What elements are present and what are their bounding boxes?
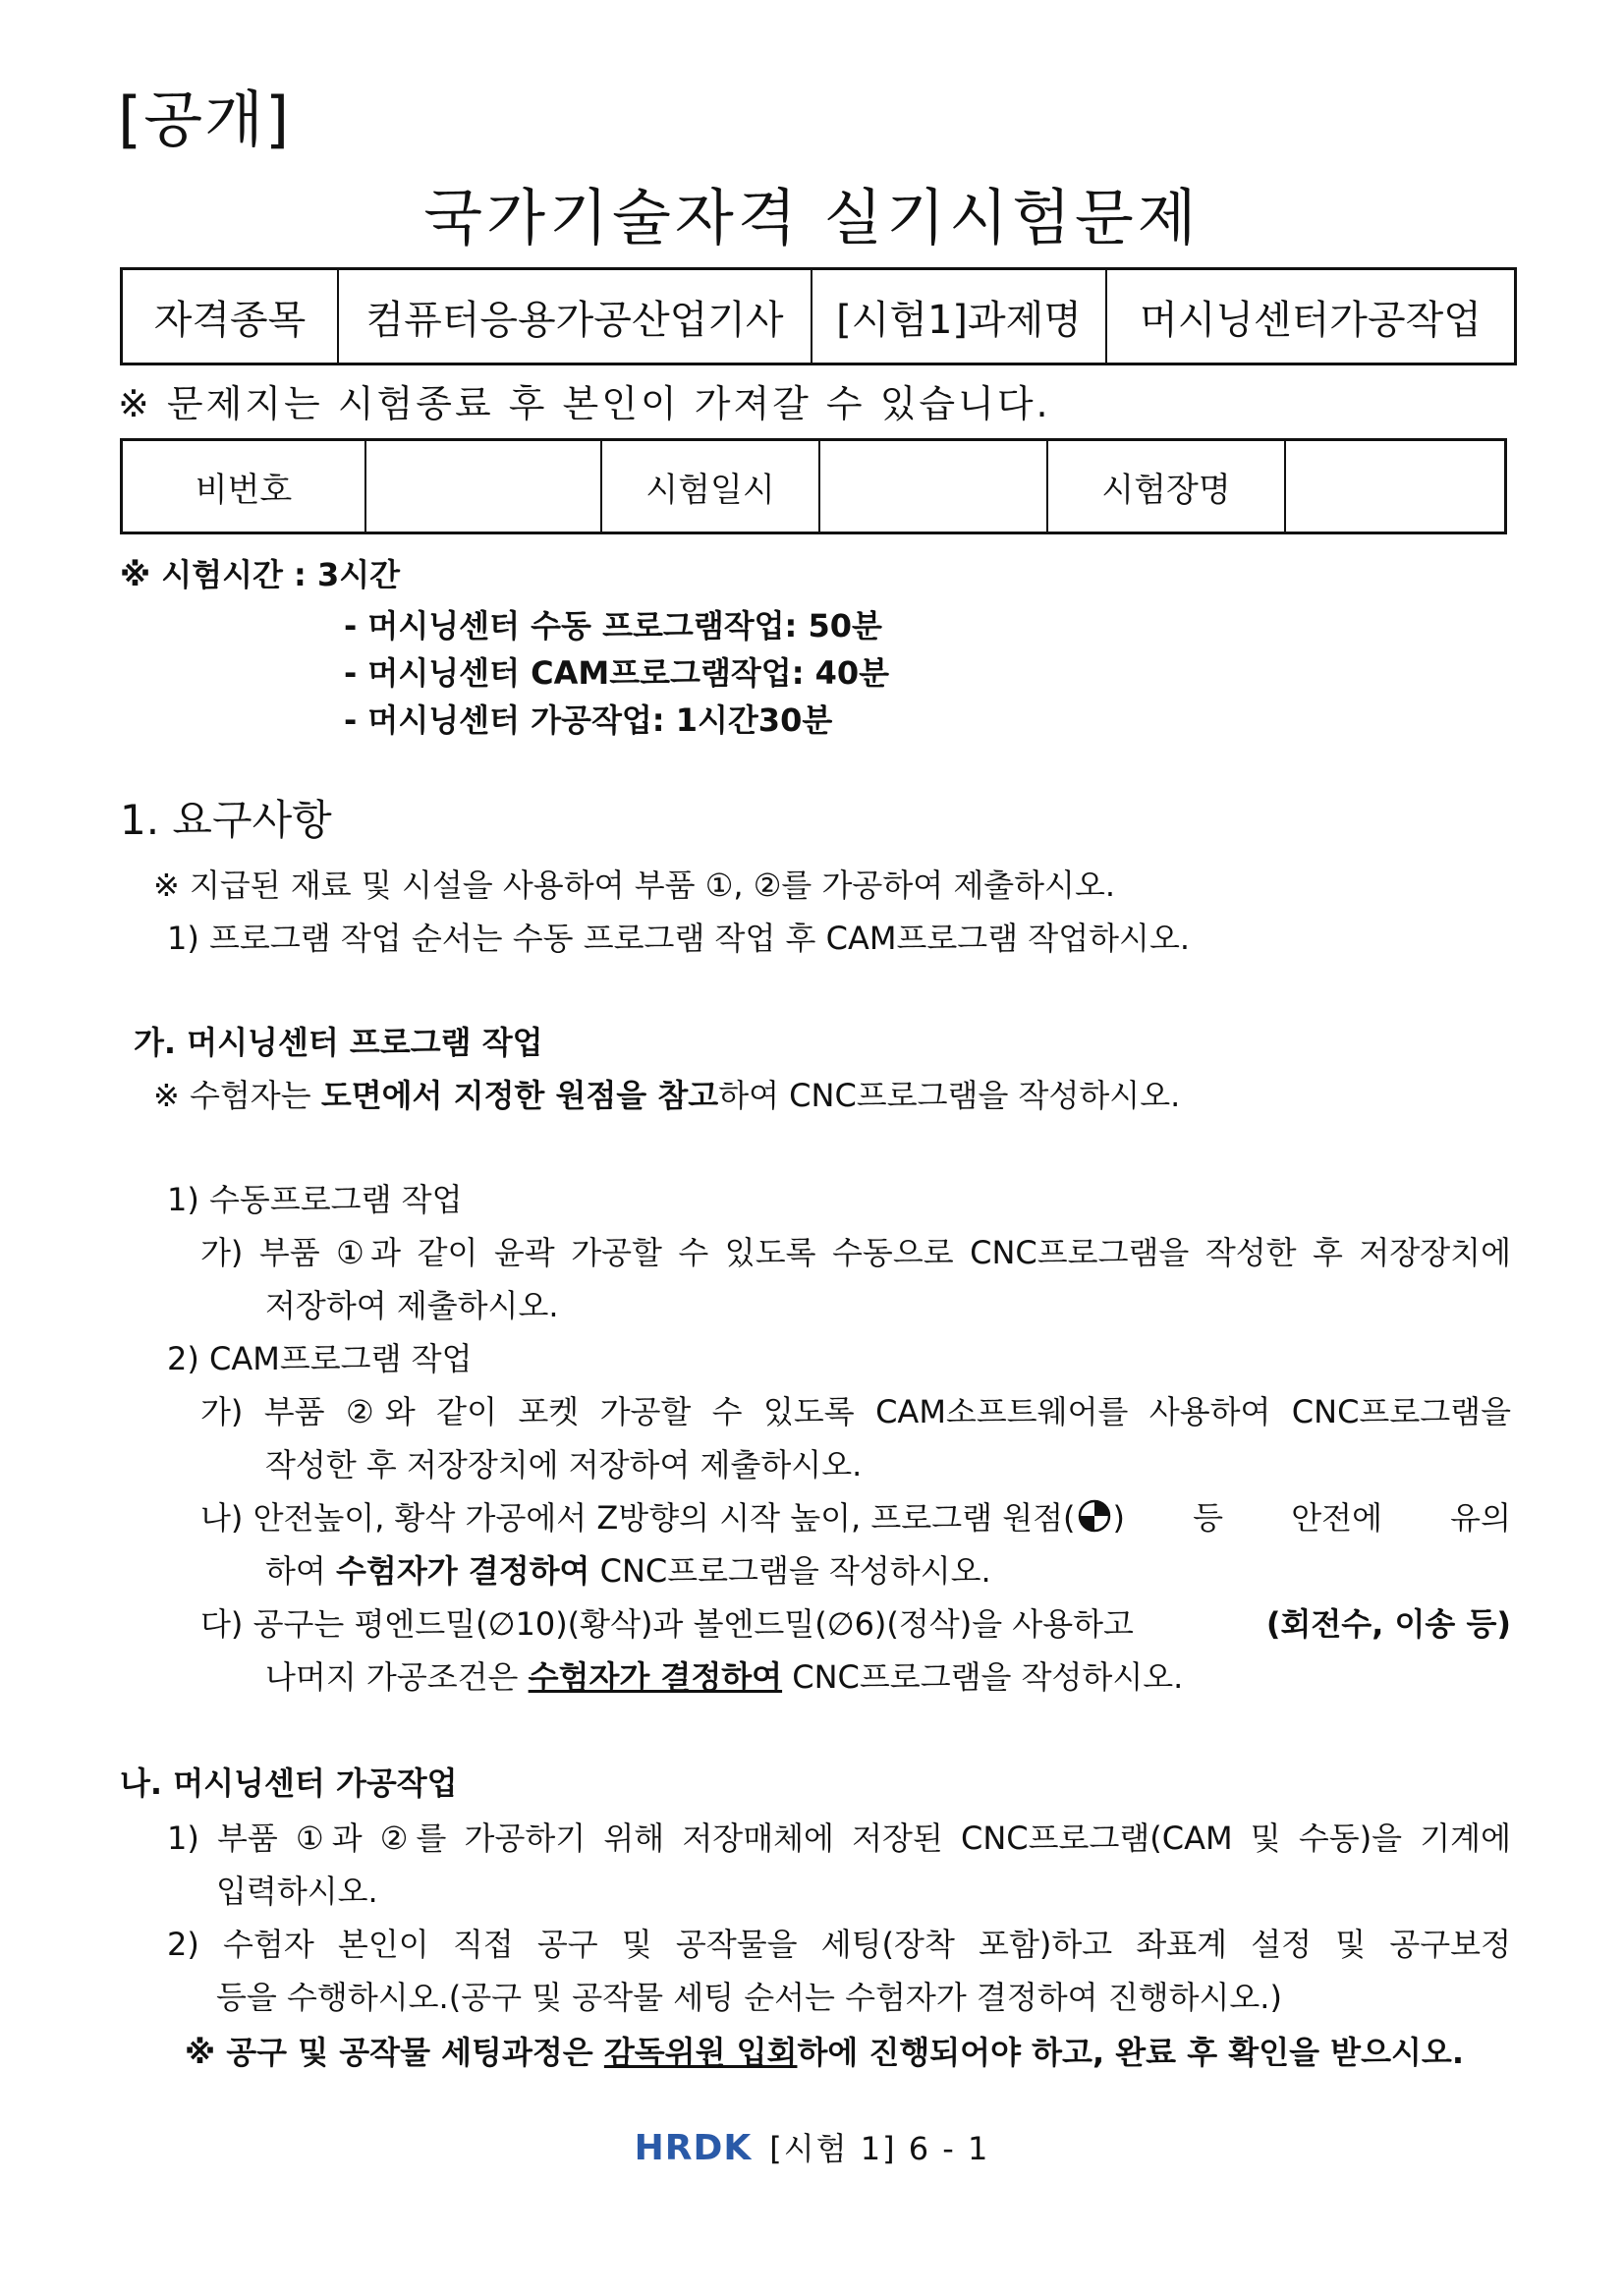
cam-item-b-line2-bold: 수험자가 결정하여 — [336, 1552, 590, 1590]
requirement-note: ※ 지급된 재료 및 시설을 사용하여 부품 ①, ②를 가공하여 제출하시오. — [153, 867, 1116, 904]
id-cell — [1284, 441, 1504, 532]
info-cell: [시험1]과제명 — [811, 270, 1105, 363]
info-cell: 컴퓨터응용가공산업기사 — [337, 270, 811, 363]
page-number: [시험 1] 6 - 1 — [769, 2130, 990, 2167]
id-cell: 시험일시 — [600, 441, 818, 532]
id-cell — [818, 441, 1046, 532]
setting-note-underline: 감독위원 입회 — [603, 2034, 798, 2071]
cam-item-c-line2-bold: 수험자가 결정하여 — [528, 1658, 783, 1696]
exam-time-item: - 머시닝센터 가공작업: 1시간30분 — [344, 701, 833, 739]
setting-note — [185, 2028, 1464, 2073]
id-cell: 비번호 — [195, 470, 293, 510]
manual-item-a-line1: 가) 부품 ①과 같이 윤곽 가공할 수 있도록 수동으로 CNC프로그램을 작성한 후 저장장치에 — [200, 1234, 1511, 1271]
manual-program-heading: 1) 수동프로그램 작업 — [167, 1181, 463, 1218]
origin-note — [153, 1071, 1180, 1116]
machining-item2-line1: 2) 수험자 본인이 직접 공구 및 공작물을 세팅(장착 포함)하고 좌표계 설정 및 공구보정 — [167, 1926, 1511, 1963]
cam-item-c-line2-post: CNC프로그램을 작성하시오. — [782, 1658, 1184, 1696]
exam-id-table — [120, 438, 1507, 534]
id-cell — [364, 441, 600, 532]
cam-item-a-line1: 가) 부품 ②와 같이 포켓 가공할 수 있도록 CAM소프트웨어를 사용하여 CNC프로그램을 — [200, 1393, 1511, 1430]
requirement-item: 1) 프로그램 작업 순서는 수동 프로그램 작업 후 CAM프로그램 작업하시오. — [167, 920, 1191, 957]
exam-time-item: - 머시닝센터 CAM프로그램작업: 40분 — [344, 654, 890, 692]
id-cell: 시험장명 — [1046, 441, 1284, 532]
exam-time-label: ※ 시험시간 : 3시간 — [120, 556, 401, 593]
subsection-heading: 나. 머시닝센터 가공작업 — [120, 1764, 458, 1802]
cam-item-c-pre: 다) 공구는 평엔드밀(∅10)(황삭)과 볼엔드밀(∅6)(정삭)을 사용하고 — [200, 1605, 1134, 1643]
origin-note-pre: ※ 수험자는 — [153, 1077, 321, 1114]
page-footer — [0, 2124, 1624, 2169]
cam-item-b-line1 — [200, 1493, 1511, 1539]
cam-item-c-line2 — [265, 1652, 1183, 1698]
notice-text: ※ 문제지는 시험종료 후 본인이 가져갈 수 있습니다. — [118, 382, 1051, 425]
cam-item-b-pre: 나) 안전높이, 황삭 가공에서 Z방향의 시작 높이, 프로그램 원점( — [200, 1499, 1076, 1537]
subsection-heading: 가. 머시닝센터 프로그램 작업 — [134, 1024, 543, 1061]
exam-time-item: - 머시닝센터 수동 프로그램작업: 50분 — [344, 607, 882, 644]
cam-item-b-post: ) 등 안전에 유의 — [1112, 1499, 1511, 1537]
machining-item1-line1: 1) 부품 ①과 ②를 가공하기 위해 저장매체에 저장된 CNC프로그램(CAM 및 수동)을 기계에 — [167, 1820, 1511, 1857]
program-origin-icon — [1078, 1499, 1111, 1533]
manual-item-a-line2: 저장하여 제출하시오. — [265, 1287, 559, 1324]
cam-item-c-bold: (회전수, 이송 등) — [1265, 1605, 1511, 1643]
setting-note-pre: ※ 공구 및 공작물 세팅과정은 — [185, 2034, 604, 2071]
info-cell: 머시닝센터가공작업 — [1105, 270, 1514, 363]
origin-note-bold: 도면에서 지정한 원점을 참고 — [320, 1077, 719, 1114]
qualification-info-table — [120, 267, 1517, 365]
machining-item2-line2: 등을 수행하시오.(공구 및 공작물 세팅 순서는 수험자가 결정하여 진행하시오.) — [216, 1979, 1282, 2016]
hrdk-logo: HRDK — [634, 2128, 753, 2168]
section-heading: 1. 요구사항 — [120, 796, 332, 844]
cam-item-c-line2-pre: 나머지 가공조건은 — [265, 1658, 529, 1696]
page-title: 국가기술자격 실기시험문제 — [423, 182, 1201, 253]
origin-note-post: 하여 CNC프로그램을 작성하시오. — [718, 1077, 1181, 1114]
cam-item-b-line2-post: CNC프로그램을 작성하시오. — [589, 1552, 991, 1590]
cam-item-c-line1 — [200, 1599, 1511, 1645]
machining-item1-line2: 입력하시오. — [216, 1873, 378, 1910]
open-label: [공개] — [118, 84, 292, 155]
cam-item-b-line2 — [265, 1546, 991, 1592]
cam-item-a-line2: 작성한 후 저장장치에 저장하여 제출하시오. — [265, 1446, 863, 1484]
info-cell: 자격종목 — [153, 297, 307, 343]
cam-program-heading: 2) CAM프로그램 작업 — [167, 1340, 473, 1377]
setting-note-post: 하에 진행되어야 하고, 완료 후 확인을 받으시오. — [797, 2034, 1464, 2071]
cam-item-b-line2-pre: 하여 — [265, 1552, 336, 1590]
